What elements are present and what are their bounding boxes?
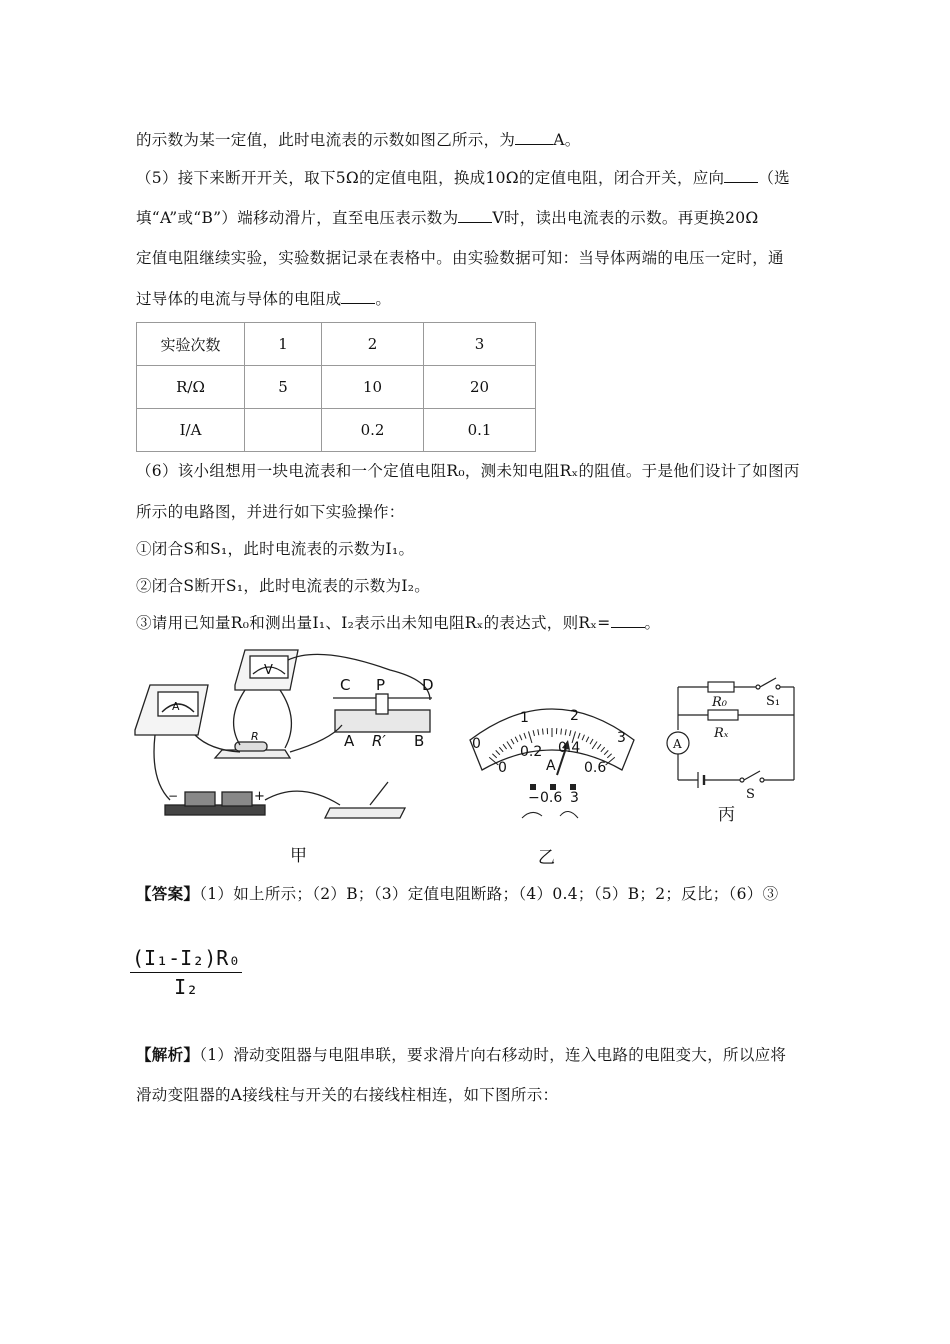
caption-jia: 甲 <box>290 846 307 866</box>
unit-label: A <box>546 758 556 774</box>
text-line-8: ①闭合S和S₁，此时电流表的示数为I₁。 <box>136 540 415 558</box>
answer-blank <box>611 613 645 628</box>
figure-bing-circuit-diagram <box>673 675 803 802</box>
dial-tick <box>561 729 562 735</box>
answer-formula <box>130 946 242 999</box>
s1-label: S₁ <box>766 694 781 709</box>
text-segment: ③请用已知量R₀和测出量I₁、I₂表示出未知电阻Rₓ的表达式，则Rₓ= <box>136 614 611 632</box>
table-cell <box>245 409 322 452</box>
text-segment: V时，读出电流表的示数。再更换20Ω <box>492 209 759 227</box>
answer-blank <box>515 130 553 145</box>
table-cell: 1 <box>245 323 322 366</box>
terminal-minus: − <box>528 790 540 806</box>
text-line-2 <box>136 166 790 188</box>
r0-label: R₀ <box>712 695 727 710</box>
formula-denominator: I₂ <box>174 975 199 999</box>
text-line-6: （6）该小组想用一块电流表和一个定值电阻R₀，测未知电阻Rₓ的阻值。于是他们设计了如图丙 <box>136 462 800 480</box>
scale-bottom-3: 0.6 <box>584 760 607 776</box>
analysis-line-1 <box>136 1043 786 1065</box>
text-segment: 填“A”或“B”）端移动滑片，直至电压表示数为 <box>136 209 459 227</box>
meter-label: A <box>673 737 682 751</box>
table-cell: 0.2 <box>322 409 424 452</box>
text-segment: （5）接下来断开开关，取下5Ω的定值电阻，换成10Ω的定值电阻，闭合开关，应向 <box>136 169 725 187</box>
label-ammeter: A <box>172 700 180 713</box>
text-line-1 <box>136 128 581 150</box>
scale-top-2: 2 <box>570 708 579 724</box>
scale-top-3: 3 <box>617 730 626 746</box>
label-b: B <box>414 732 425 750</box>
caption-bing: 丙 <box>718 805 735 825</box>
table-cell: 10 <box>322 366 424 409</box>
table-cell: I/A <box>137 409 245 452</box>
table-row <box>137 409 536 452</box>
text-line-9: ②闭合S断开S₁，此时电流表的示数为I₂。 <box>136 577 431 595</box>
label-a: A <box>344 732 355 750</box>
figure-jia-circuit <box>130 640 460 835</box>
rx-label: Rₓ <box>714 726 729 741</box>
label-c: C <box>340 676 351 694</box>
table-row <box>137 323 536 366</box>
terminal-0-6: 0.6 <box>540 790 563 806</box>
label-d: D <box>422 676 434 694</box>
answer-tag: 【答案】 <box>136 884 200 903</box>
figure-yi-ammeter-dial <box>462 690 642 825</box>
s-label: S <box>746 787 755 802</box>
label-plus: + <box>254 789 265 804</box>
text-segment: 过导体的电流与导体的电阻成 <box>136 290 342 308</box>
answer-line <box>136 882 778 904</box>
data-table <box>136 322 536 452</box>
table-cell: 0.1 <box>424 409 536 452</box>
caption-yi: 乙 <box>538 848 555 868</box>
text-line-3 <box>136 206 759 228</box>
answer-text: （1）如上所示；（2）B；（3）定值电阻断路；（4）0.4；（5）B；2；反比；（6）③ <box>199 885 779 903</box>
answer-blank <box>724 168 758 183</box>
text-line-10 <box>136 611 660 633</box>
analysis-text: （1）滑动变阻器与电阻串联，要求滑片向右移动时，连入电路的电阻变大，所以应将 <box>199 1046 787 1064</box>
formula-numerator: (I₁-I₂)R₀ <box>130 946 242 973</box>
label-minus: − <box>168 789 179 803</box>
label-r: R <box>251 730 259 743</box>
scale-bottom-2: 0.4 <box>558 740 581 756</box>
scale-bottom-1: 0.2 <box>520 744 543 760</box>
text-segment: A。 <box>553 131 581 149</box>
answer-blank <box>341 289 375 304</box>
table-cell: R/Ω <box>137 366 245 409</box>
label-p: P <box>376 676 386 694</box>
table-cell: 20 <box>424 366 536 409</box>
analysis-tag: 【解析】 <box>136 1045 200 1064</box>
label-v: V <box>264 663 273 678</box>
scale-top-1: 1 <box>520 710 529 726</box>
text-line-5 <box>136 287 391 309</box>
table-row <box>137 366 536 409</box>
answer-blank <box>458 208 492 223</box>
text-line-7: 所示的电路图，并进行如下实验操作： <box>136 503 405 521</box>
analysis-line-2: 滑动变阻器的A接线柱与开关的右接线柱相连，如下图所示： <box>136 1086 559 1104</box>
label-rp: R′ <box>372 732 386 750</box>
table-cell: 3 <box>424 323 536 366</box>
table-cell: 5 <box>245 366 322 409</box>
terminal-3: 3 <box>570 790 579 806</box>
dial-tick <box>542 729 543 735</box>
text-segment: 。 <box>644 614 661 632</box>
scale-top-0: 0 <box>472 736 481 752</box>
table-cell: 实验次数 <box>137 323 245 366</box>
text-segment: 。 <box>375 290 392 308</box>
text-line-4: 定值电阻继续实验，实验数据记录在表格中。由实验数据可知：当导体两端的电压一定时，通 <box>136 249 784 267</box>
text-segment: （选 <box>758 169 790 187</box>
table-cell: 2 <box>322 323 424 366</box>
text-segment: 的示数为某一定值，此时电流表的示数如图乙所示，为 <box>136 131 516 149</box>
scale-bottom-0: 0 <box>498 760 507 776</box>
